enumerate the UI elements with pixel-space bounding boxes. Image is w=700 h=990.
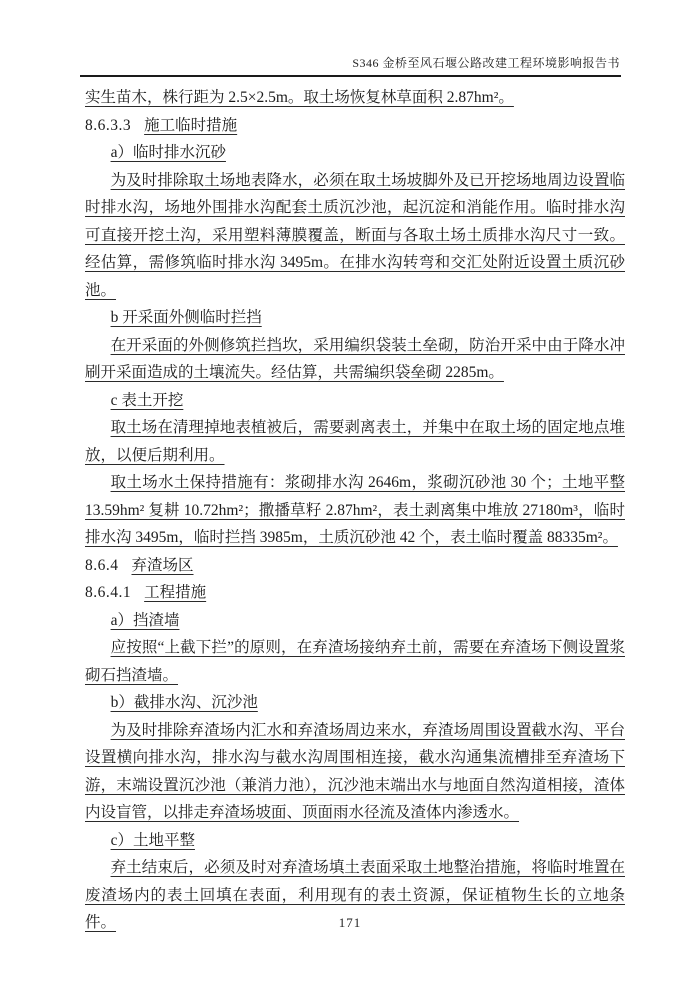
header-rule <box>80 75 621 77</box>
section-title: 工程措施 <box>144 584 207 601</box>
body-paragraph: 取土场在清理掉地表植被后，需要剥离表土，并集中在取土场的固定地点堆放，以便后期利用。 <box>85 419 625 464</box>
section-number: 8.6.3.3 <box>85 116 132 134</box>
body-paragraph: 应按照“上截下拦”的原则，在弃渣场接纳弃土前，需要在弃渣场下侧设置浆砌石挡渣墙。 <box>85 639 625 684</box>
subsection-label <box>85 304 625 332</box>
section-heading <box>85 552 625 580</box>
section-heading <box>85 112 625 140</box>
body-paragraph: 取土场水土保持措施有：浆砌排水沟 2646m，浆砌沉砂池 30 个；土地平整 13.59hm² 复耕 10.72hm²；撒播草籽 2.87hm²，表土剥离集中堆放 27180m³，临时排水沟 3495m，临时拦挡 3985m，土质沉砂池 42 个，表土临时覆盖 88335m²。 <box>85 474 625 546</box>
body-paragraph: 为及时排除弃渣场内汇水和弃渣场周边来水，弃渣场周围设置截水沟、平台设置横向排水沟，排水沟与截水沟周围相连接，截水沟通集流槽排至弃渣场下游，末端设置沉沙池（兼消力池），沉沙池末端出水与地面自然沟道相接，渣体内设盲管，以排走弃渣场坡面、顶面雨水径流及渣体内渗透水。 <box>85 721 625 821</box>
page-header-title: S346 金桥至风石堰公路改建工程环境影响报告书 <box>352 56 620 70</box>
body-paragraph: 在开采面的外侧修筑拦挡坎，采用编织袋装土垒砌，防治开采中由于降水冲刷开采面造成的土壤流失。经估算，共需编织袋垒砌 2285m。 <box>85 336 625 381</box>
subsection-label <box>85 607 625 635</box>
subsection-label-text: a）临时排水沉砂 <box>110 144 226 161</box>
page-number: 171 <box>338 915 362 930</box>
subsection-label <box>85 139 625 167</box>
section-heading <box>85 579 625 607</box>
section-number: 8.6.4.1 <box>85 584 132 601</box>
document-body <box>85 84 625 937</box>
subsection-label <box>85 689 625 717</box>
section-title: 弃渣场区 <box>131 556 194 574</box>
subsection-label-text: b）截排水沟、沉沙池 <box>110 694 258 711</box>
subsection-label-text: c）土地平整 <box>110 831 195 849</box>
body-paragraph: 为及时排除取土场地表降水，必须在取土场坡脚外及已开挖场地周边设置临时排水沟，场地外围排水沟配套土质沉沙池，起沉淀和消能作用。临时排水沟可直接开挖土沟，采用塑料薄膜覆盖，断面与各取土场土质排水沟尺寸一致。经估算，需修筑临时排水沟 3495m。在排水沟转弯和交汇处附近设置土质沉砂池。 <box>85 171 625 299</box>
subsection-label <box>85 827 625 855</box>
section-title: 施工临时措施 <box>144 116 238 134</box>
subsection-label <box>85 387 625 415</box>
body-paragraph: 弃土结束后，必须及时对弃渣场填土表面采取土地整治措施，将临时堆置在废渣场内的表土回填在表面，利用现有的表土资源，保证植物生长的立地条件。 <box>85 859 625 931</box>
subsection-label-text: a）挡渣墙 <box>110 611 180 629</box>
subsection-label-text: c 表土开挖 <box>110 391 184 409</box>
body-paragraph-continuation: 实生苗木，株行距为 2.5×2.5m。取土场恢复林草面积 2.87hm²。 <box>85 89 514 106</box>
subsection-label-text: b 开采面外侧临时拦挡 <box>110 309 262 326</box>
section-number: 8.6.4 <box>85 556 119 574</box>
